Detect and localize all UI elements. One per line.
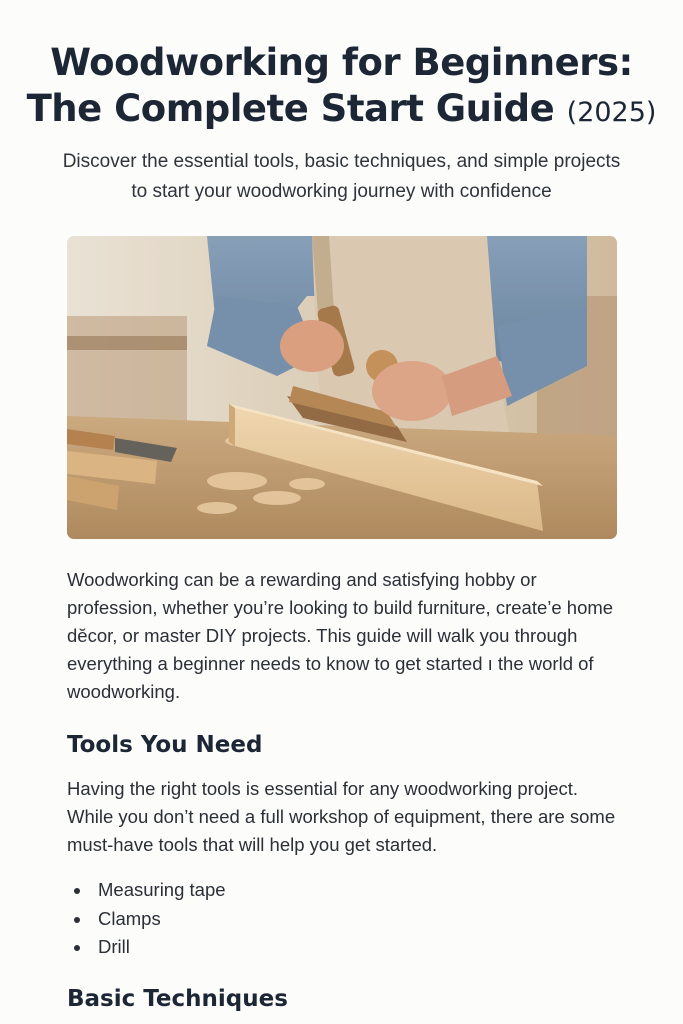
hero-image-woodworker-planing [67,236,617,539]
tools-list [67,876,226,962]
list-item: Drill [67,933,226,962]
title-line-2: The Complete Start Guide [26,87,555,130]
intro-paragraph: Woodworking can be a rewarding and satisfying hobby or profession, whether you’re looking to build furniture, create’e home dĕcor, or master DIY projects. This guide will walk you through everything a beginner needs to know to get started ı the world of woodworking. [67,569,614,702]
section-heading-techniques: Basic Techniques [67,986,288,1012]
list-item: Clamps [67,905,226,934]
list-item: Measuring tape [67,876,226,905]
page-title [0,40,683,136]
article-subtitle: Discover the essential tools, basic techniques, and simple projects to start your woodworking journey with confidence [62,151,621,202]
section-heading-tools: Tools You Need [67,732,263,758]
tools-paragraph: Having the right tools is essential for any woodworking project. While you don’t need a full workshop of equipment, there are some must-have tools that will help you get started. [67,778,616,855]
title-line-1: Woodworking for Beginners: [50,41,633,84]
title-year: (2025) [566,97,657,128]
